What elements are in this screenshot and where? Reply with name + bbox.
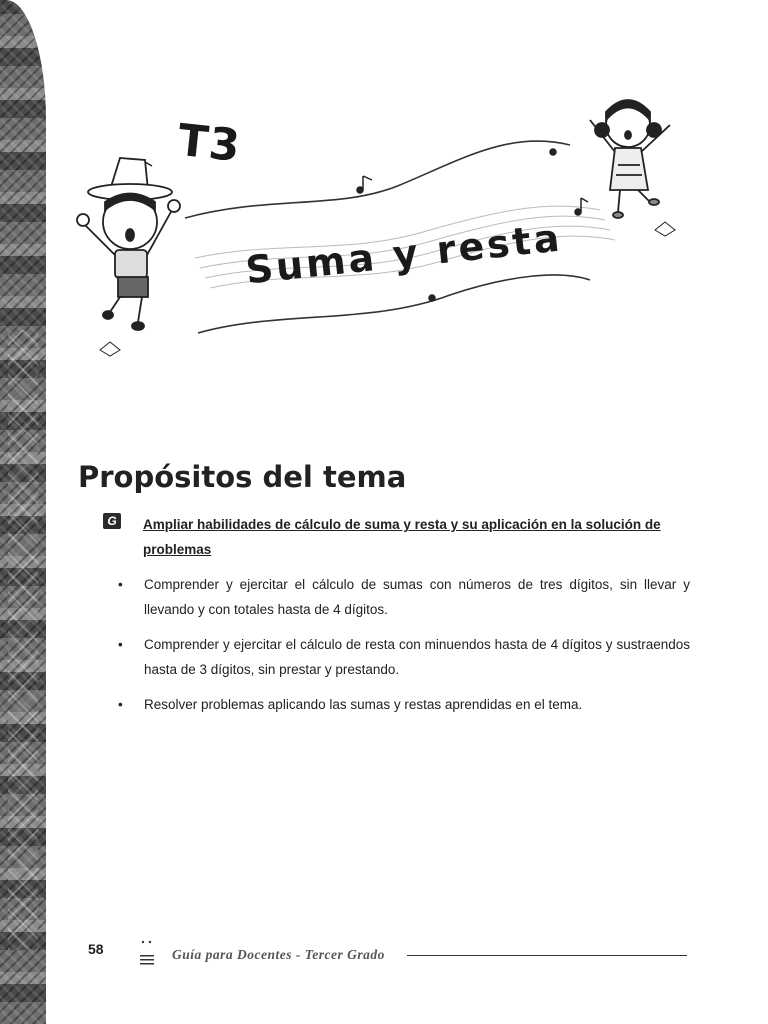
footer-logo-icon — [138, 938, 156, 968]
tema-code: T3 — [175, 114, 244, 173]
list-item-text: Comprender y ejercitar el cálculo de resta con minuendos hasta de 4 dígitos y sustraendos hasta de 3 dígitos, sin prestar y prestando. — [144, 637, 690, 677]
list-item — [115, 572, 690, 622]
bullet-icon: • — [118, 637, 123, 652]
guide-title: Guía para Docentes - Tercer Grado — [172, 947, 385, 962]
list-item — [115, 692, 690, 717]
footer-rule — [407, 955, 687, 956]
list-item-text: Comprender y ejercitar el cálculo de sumas con números de tres dígitos, sin llevar y llevando y con totales hasta de 4 dígitos. — [144, 577, 690, 617]
goal-badge: G — [103, 513, 121, 529]
woven-band-icon — [0, 0, 46, 1024]
list-item-text: Resolver problemas aplicando las sumas y restas aprendidas en el tema. — [144, 697, 583, 712]
bullet-icon: • — [118, 577, 123, 592]
goal-list — [115, 572, 690, 727]
tema-title: Suma y resta — [243, 215, 565, 293]
list-item — [115, 632, 690, 682]
section-heading: Propósitos del tema — [78, 460, 407, 494]
bullet-icon: • — [118, 697, 123, 712]
page-number: 58 — [88, 941, 104, 957]
main-goal: Ampliar habilidades de cálculo de suma y resta y su aplicación en la solución de problemas — [143, 517, 661, 557]
girl-dancing-icon — [590, 100, 670, 218]
boy-with-hat-icon — [77, 158, 180, 330]
